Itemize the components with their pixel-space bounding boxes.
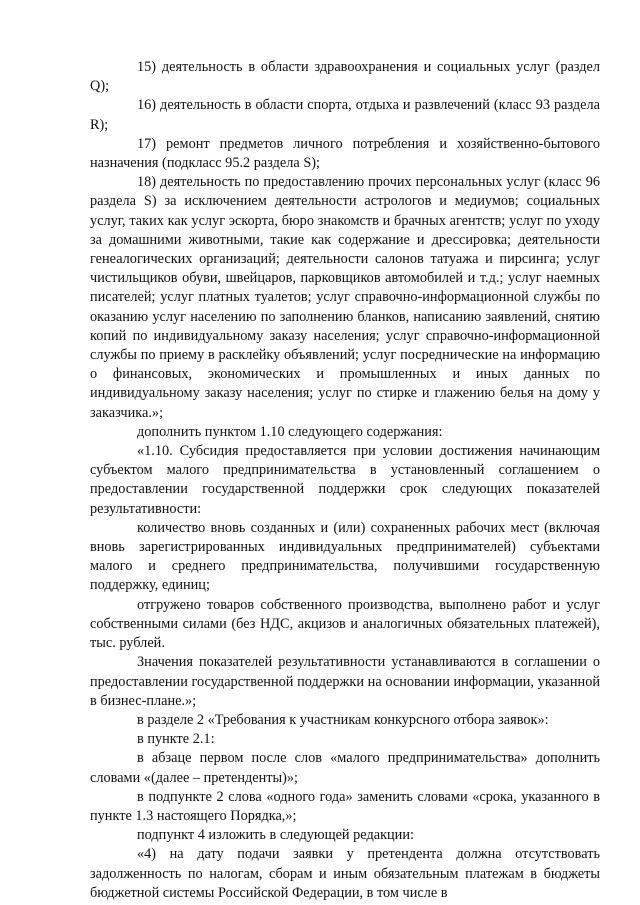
paragraph-item-17: 17) ремонт предметов личного потребления и хозяйственно-бытового назначения (подкласс 95.2 раздела S); <box>90 135 600 172</box>
document-page <box>90 58 600 903</box>
paragraph-first-abzac: в абзаце первом после слов «малого предпринимательства» дополнить словами «(далее – претенденты)»; <box>90 750 600 786</box>
paragraph-subitem-4-intro: подпункт 4 изложить в следующей редакции: <box>137 827 414 844</box>
paragraph-subitem-2: в подпункте 2 слова «одного года» заменить словами «срока, указанного в пункте 1.3 настоящего Порядка,»; <box>90 788 600 824</box>
paragraph-add-1-10: дополнить пунктом 1.10 следующего содержания: <box>137 423 443 440</box>
paragraph-subitem-4-text: «4) на дату подачи заявки у претендента должна отсутствовать задолженность по налогам, сборам и иным обязательным платежам в бюджеты бюджетной системы Российской Федерации, в том числе в <box>90 846 600 901</box>
paragraph-indicator-values: Значения показателей результативности устанавливаются в соглашении о предоставлении государственной поддержки на основании информации, указанной в бизнес-плане.»; <box>90 654 600 709</box>
paragraph-goods-indicator: отгружено товаров собственного производства, выполнено работ и услуг собственными силами (без НДС, акцизов и аналогичных обязательных платежей), тыс. рублей. <box>90 596 600 652</box>
paragraph-item-2-1: в пункте 2.1: <box>137 731 215 748</box>
paragraph-section-2: в разделе 2 «Требования к участникам конкурсного отбора заявок»: <box>137 711 549 728</box>
paragraph-item-16: 16) деятельность в области спорта, отдыха и развлечений (класс 93 раздела R); <box>90 97 600 133</box>
paragraph-jobs-indicator: количество вновь созданных и (или) сохраненных рабочих мест (включая вновь зарегистрированных индивидуальных предпринимателей) субъектами малого и среднего предпринимательства, получившими государственную поддержку, единиц; <box>90 519 600 594</box>
paragraph-item-18: 18) деятельность по предоставлению прочих персональных услуг (класс 96 раздела S) за исключением деятельности астрологов и медиумов; социальных услуг, таких как услуг эскорта, бюро знакомств и брачных агентств; услуг по уходу за домашними животными, такие как содержание и дрессировка; деятельности генеалогических организаций; деятельности салонов татуажа и пирсинга; услуг чистильщиков обуви, швейцаров, парковщиков автомобилей и т.д.; услуг наемных писателей; услуг платных туалетов; услуг справочно-информационной службы по оказанию услуг населению по заполнению бланков, написанию заявлений, снятию копий по индивидуальному заказу населения; услуг справочно-информационной службы по приему в расклейку объявлений; услуг посреднические на информацию о финансовых, экономических и промышленных и иных данных по индивидуальному заказу населения; услуг по стирке и глажению белья на дому у заказчика.»; <box>90 174 600 421</box>
paragraph-1-10-subsidy: «1.10. Субсидия предоставляется при условии достижения начинающим субъектом малого предпринимательства в установленный соглашением о предоставлении государственной поддержки срок следующих показателей результативности: <box>90 443 600 517</box>
paragraph-item-15: 15) деятельность в области здравоохранения и социальных услуг (раздел Q); <box>90 59 600 95</box>
